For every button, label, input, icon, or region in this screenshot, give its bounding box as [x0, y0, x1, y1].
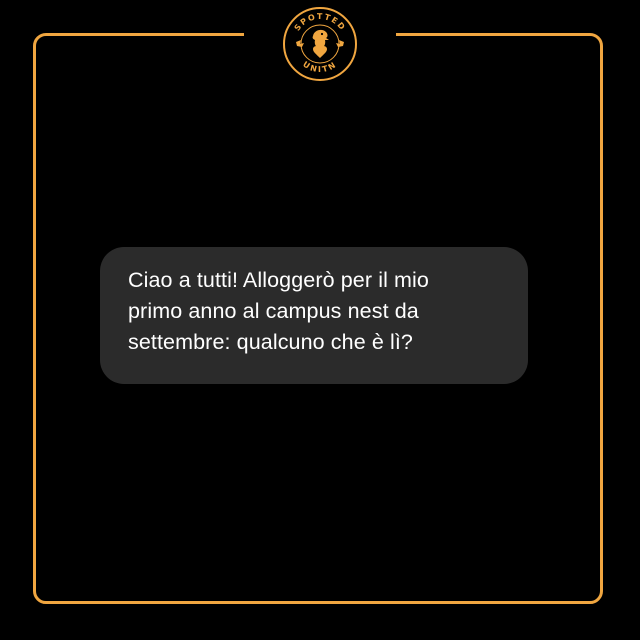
message-text: Ciao a tutti! Alloggerò per il mio primo anno al campus nest da settembre: qualcuno che è lì?	[128, 268, 429, 354]
spotted-unitn-logo	[282, 6, 358, 82]
message-bubble	[100, 247, 528, 384]
logo-bottom-text: UNITN	[301, 59, 339, 75]
logo-top-text: SPOTTED	[292, 11, 348, 33]
